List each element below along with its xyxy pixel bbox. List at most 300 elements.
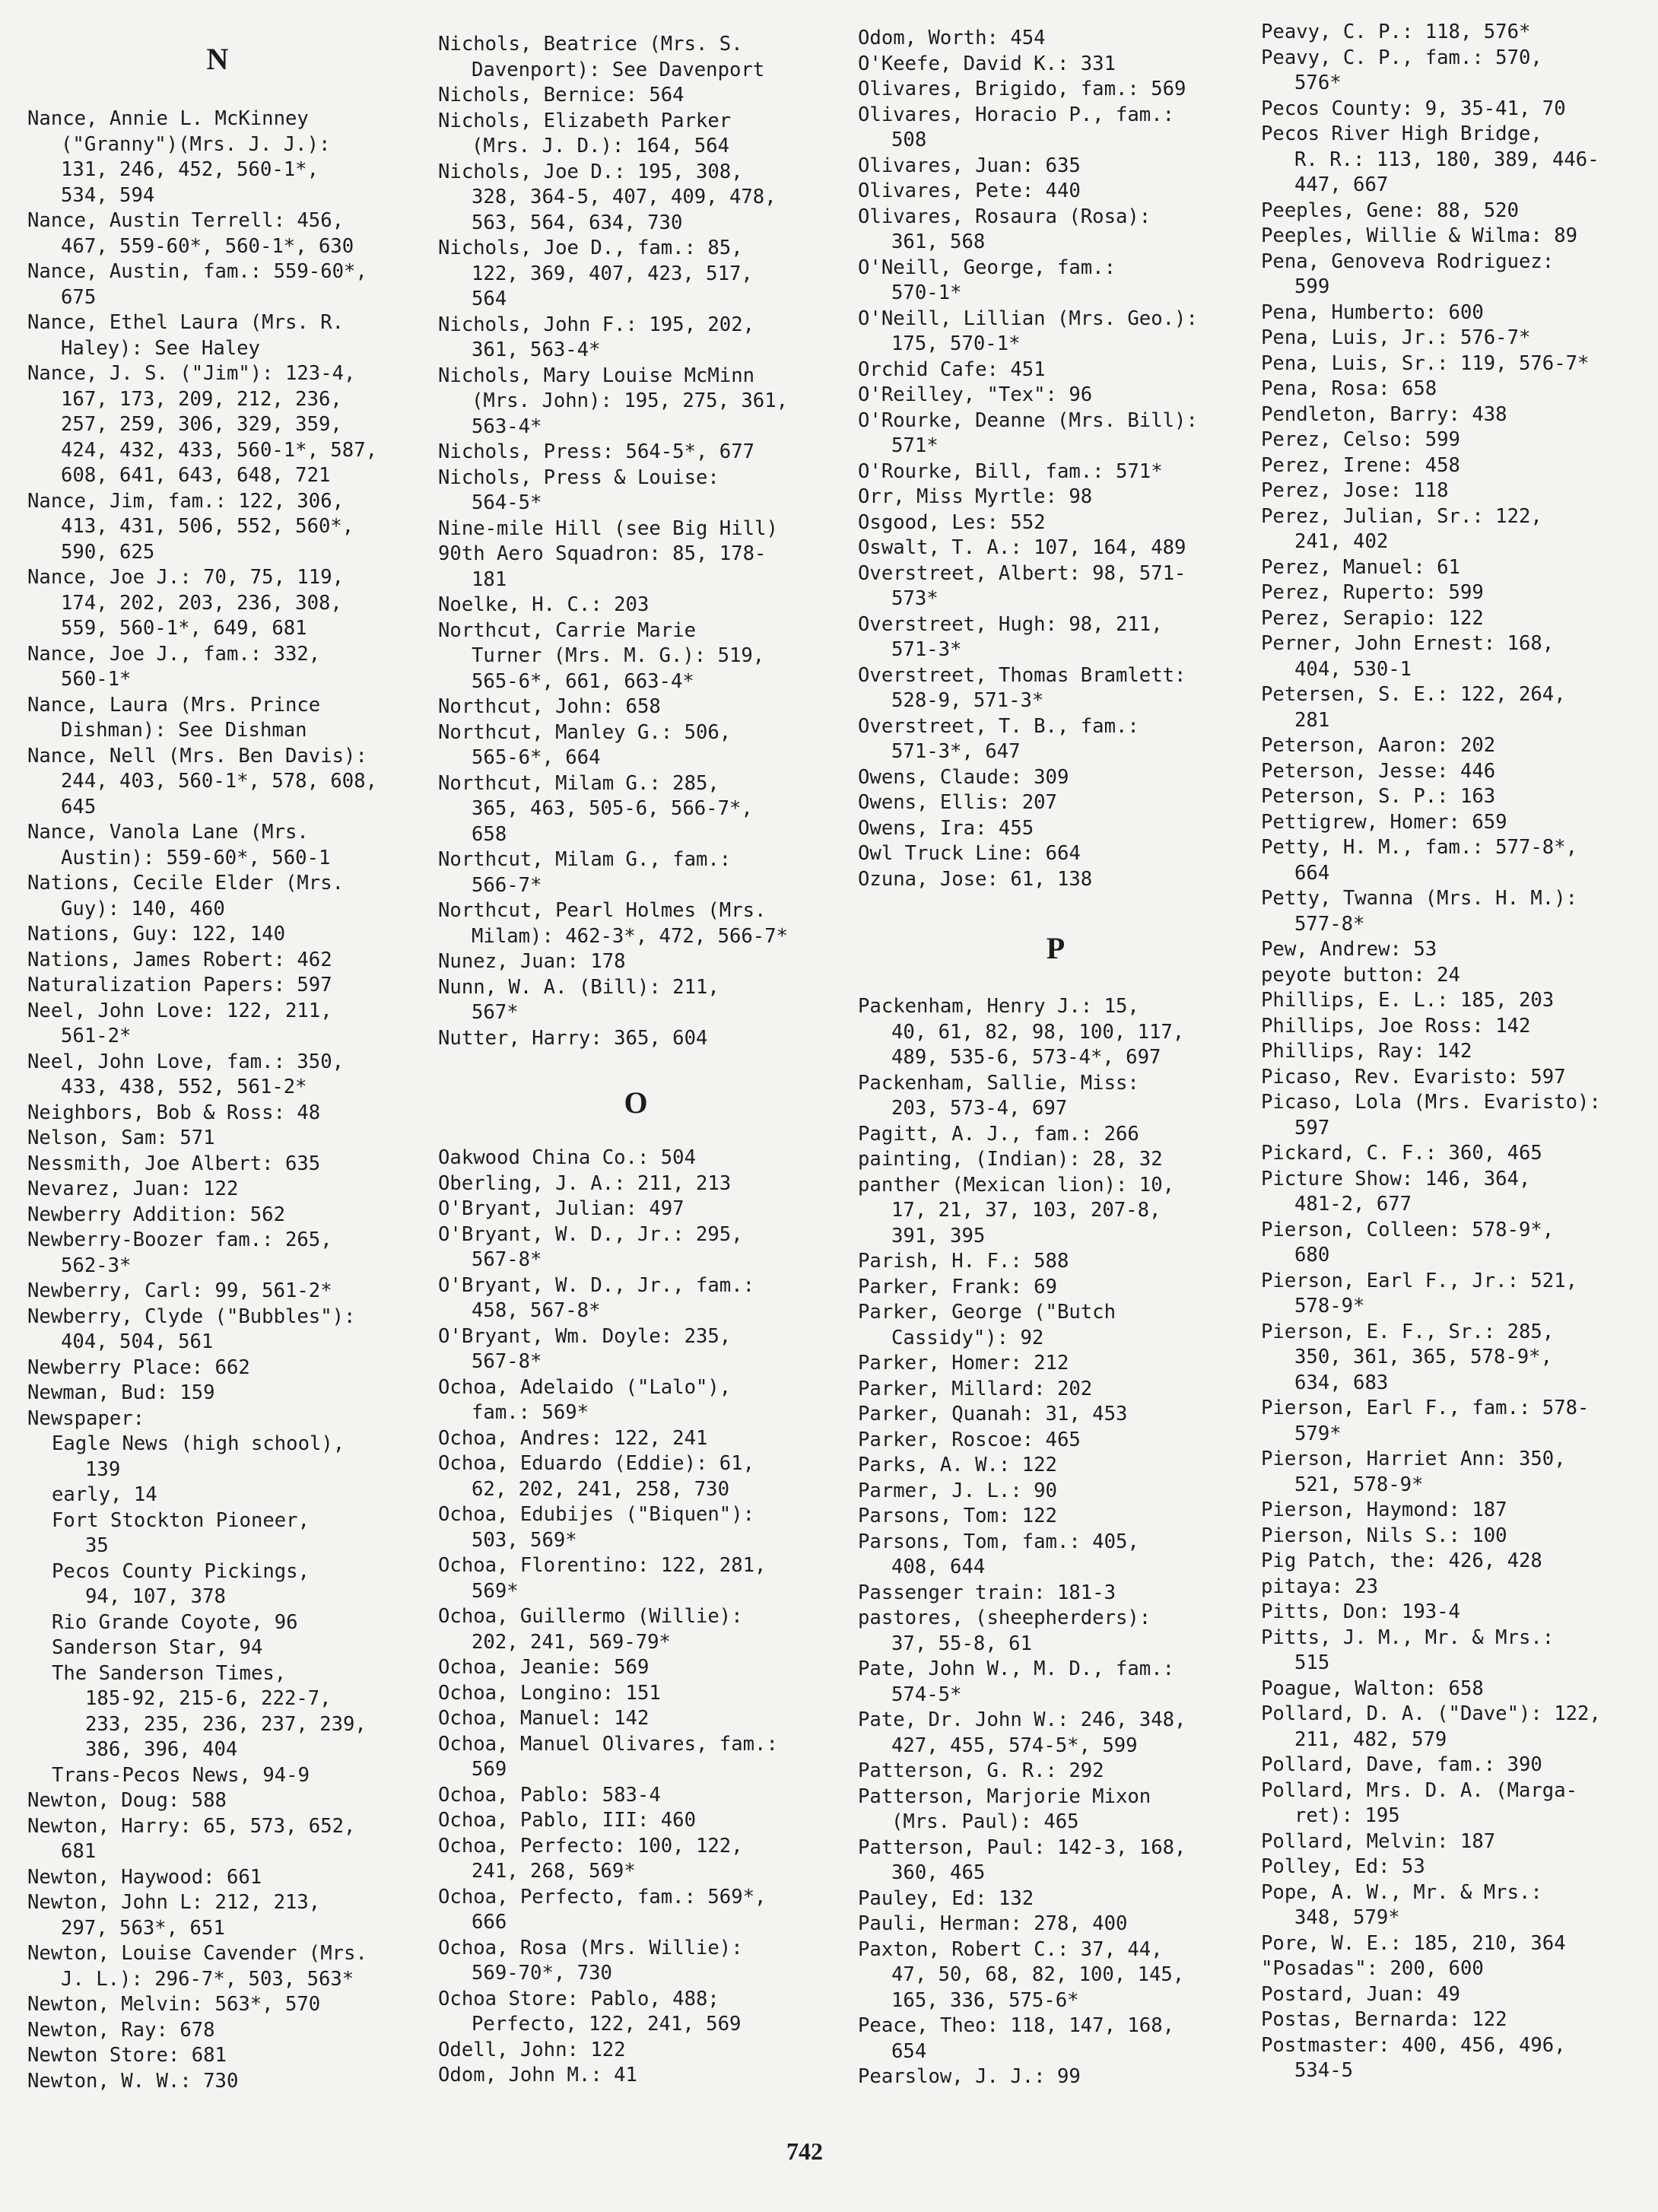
index-entry — [27, 922, 408, 948]
entry-heading: Owens, Ira: 455 — [858, 816, 1034, 840]
entry-heading: Pollard, Dave, fam.: 390 — [1261, 1753, 1542, 1776]
entry-continuation: 391, 395 — [891, 1224, 986, 1247]
entry-heading: Pitts, Don: 193-4 — [1261, 1600, 1460, 1623]
entry-continuation: 680 — [1294, 1244, 1330, 1266]
index-entry — [438, 1451, 834, 1502]
index-entry — [438, 1834, 834, 1885]
entry-heading: Nevarez, Juan: 122 — [27, 1178, 239, 1200]
index-entry — [27, 1355, 408, 1381]
index-entry — [1261, 46, 1656, 97]
index-entry — [1261, 122, 1656, 199]
entry-continuation: J. L.): 296-7*, 503, 563* — [61, 1967, 354, 1991]
entry-continuation: 62, 202, 241, 258, 730 — [472, 1477, 729, 1501]
entry-continuation: 174, 202, 203, 236, 308, — [61, 591, 342, 615]
entry-continuation: Davenport): See Davenport — [472, 58, 765, 81]
entry-heading: Polley, Ed: 53 — [1261, 1855, 1425, 1878]
entry-heading: Perez, Manuel: 61 — [1261, 555, 1460, 579]
entry-heading: Nance, Ethel Laura (Mrs. R. — [27, 311, 345, 334]
entry-heading: Nichols, Bernice: 564 — [438, 84, 684, 106]
index-entry — [438, 1681, 834, 1707]
entry-heading: Newton Store: 681 — [27, 2044, 227, 2067]
index-entry — [1261, 886, 1656, 937]
entry-continuation: 563-4* — [472, 415, 542, 438]
entry-heading: Ochoa, Guillermo (Willie): — [438, 1605, 743, 1628]
entry-heading: Olivares, Rosaura (Rosa): — [858, 205, 1151, 228]
index-entry — [438, 1783, 834, 1809]
entry-continuation: 560-1* — [61, 668, 132, 691]
index-entry — [1261, 199, 1656, 224]
index-entry — [52, 1432, 408, 1483]
index-entry — [438, 466, 834, 516]
index-entry — [1261, 835, 1656, 886]
index-entry — [438, 898, 834, 949]
index-entry — [858, 1122, 1253, 1148]
entry-heading: Northcut, Pearl Holmes (Mrs. — [438, 899, 767, 922]
entry-heading: Owens, Claude: 309 — [858, 765, 1069, 789]
index-entry — [1261, 20, 1656, 46]
entries-n-continued — [438, 32, 834, 1051]
entry-continuation: Guy): 140, 460 — [61, 897, 225, 920]
entry-heading: Pecos River High Bridge, — [1261, 122, 1542, 145]
index-entry — [27, 820, 408, 871]
entry-heading: Newton, Louise Cavender (Mrs. — [27, 1942, 367, 1965]
index-entry — [438, 2038, 834, 2064]
entry-heading: pitaya: 23 — [1261, 1575, 1379, 1598]
index-entry — [438, 236, 834, 313]
index-entry — [27, 1050, 408, 1101]
index-entry — [1261, 1039, 1656, 1065]
entry-continuation: 634, 683 — [1294, 1371, 1389, 1394]
entry-heading: Pecos County Pickings, — [52, 1559, 310, 1583]
index-entry — [27, 489, 408, 566]
entry-continuation: 658 — [472, 822, 507, 846]
entry-heading: Nance, Austin Terrell: 456, — [27, 209, 345, 232]
entry-heading: Newberry, Clyde ("Bubbles"): — [27, 1305, 356, 1328]
entry-heading: Ozuna, Jose: 61, 138 — [858, 867, 1093, 891]
index-entry — [438, 2063, 834, 2089]
entry-heading: O'Neill, George, fam.: — [858, 256, 1116, 279]
entry-continuation: 211, 482, 579 — [1294, 1727, 1447, 1751]
index-entry — [52, 1508, 408, 1559]
entry-continuation: 666 — [472, 1911, 507, 1934]
entry-heading: Pope, A. W., Mr. & Mrs.: — [1261, 1880, 1542, 1904]
entry-continuation: 565-6*, 664 — [472, 746, 601, 769]
index-entry — [858, 1377, 1253, 1403]
entry-heading: Petersen, S. E.: 122, 264, — [1261, 683, 1566, 706]
entry-heading: Northcut, Carrie Marie — [438, 618, 696, 642]
index-entry — [1261, 682, 1656, 733]
index-entry — [438, 1987, 834, 2038]
entry-continuation: 515 — [1294, 1651, 1330, 1674]
entry-heading: Nichols, Press: 564-5*, 677 — [438, 440, 755, 463]
entry-heading: Peeples, Willie & Wilma: 89 — [1261, 224, 1578, 247]
entry-continuation: 599 — [1294, 275, 1330, 298]
entry-continuation: 447, 667 — [1294, 173, 1389, 196]
entry-heading: Owens, Ellis: 207 — [858, 791, 1057, 814]
entry-heading: Pierson, Haymond: 187 — [1261, 1499, 1507, 1521]
index-entry — [27, 1101, 408, 1127]
index-entry — [1261, 377, 1656, 402]
entry-continuation: 561-2* — [61, 1025, 132, 1047]
index-entry — [858, 841, 1253, 867]
entry-heading: Ochoa, Rosa (Mrs. Willie): — [438, 1936, 743, 1959]
entry-continuation: 564 — [472, 288, 507, 310]
index-entry — [27, 1152, 408, 1178]
entry-continuation: 131, 246, 452, 560-1*, — [61, 158, 319, 181]
entry-continuation: 365, 463, 505-6, 566-7*, — [472, 797, 753, 820]
index-entry — [858, 1249, 1253, 1275]
entry-heading: Ochoa, Edubijes ("Biquen"): — [438, 1503, 755, 1526]
index-entry — [438, 1197, 834, 1222]
entry-heading: Parker, George ("Butch — [858, 1301, 1116, 1324]
index-entry — [1261, 606, 1656, 632]
entry-heading: Ochoa, Manuel: 142 — [438, 1707, 650, 1730]
index-entry — [1261, 937, 1656, 963]
index-entry — [27, 208, 408, 259]
entry-continuation: 608, 641, 643, 648, 721 — [61, 464, 331, 487]
entry-heading: Petty, H. M., fam.: 577-8*, — [1261, 836, 1578, 859]
index-entry — [27, 1788, 408, 1814]
index-entry — [27, 973, 408, 999]
entry-heading: Pierson, Colleen: 578-9*, — [1261, 1218, 1555, 1241]
entry-continuation: 424, 432, 433, 560-1*, 587, — [61, 438, 378, 462]
entry-continuation: 579* — [1294, 1422, 1342, 1445]
entry-heading: Ochoa, Eduardo (Eddie): 61, — [438, 1452, 755, 1475]
index-entry — [1261, 1065, 1656, 1091]
entry-continuation: 139 — [85, 1457, 121, 1481]
entry-heading: Northcut, Manley G.: 506, — [438, 720, 732, 744]
entry-continuation: 576* — [1294, 72, 1342, 94]
index-entry — [27, 106, 408, 208]
entry-heading: Nance, Nell (Mrs. Ben Davis): — [27, 744, 367, 768]
entry-heading: Nichols, Elizabeth Parker — [438, 109, 732, 132]
entry-heading: Picaso, Lola (Mrs. Evaristo): — [1261, 1091, 1601, 1114]
entry-continuation: 122, 369, 407, 423, 517, — [472, 262, 753, 285]
index-entry — [438, 1426, 834, 1452]
index-entry — [438, 847, 834, 898]
entry-heading: Passenger train: 181-3 — [858, 1581, 1116, 1604]
entry-heading: Ochoa, Florentino: 122, 281, — [438, 1554, 767, 1577]
index-entry — [1261, 1753, 1656, 1778]
entry-heading: Peeples, Gene: 88, 520 — [1261, 199, 1519, 222]
entry-heading: Peterson, Aaron: 202 — [1261, 734, 1496, 757]
index-entry — [27, 1406, 408, 1432]
entry-continuation: (Mrs. J. D.): 164, 564 — [472, 135, 729, 157]
entry-heading: Phillips, Joe Ross: 142 — [1261, 1014, 1531, 1038]
entry-continuation: 571-3*, 647 — [891, 740, 1021, 763]
index-entry — [438, 1655, 834, 1681]
entry-heading: Parker, Millard: 202 — [858, 1377, 1093, 1400]
entries-n — [27, 106, 408, 1432]
index-entry — [858, 154, 1253, 180]
entry-heading: Neighbors, Bob & Ross: 48 — [27, 1101, 321, 1124]
index-entry — [27, 1381, 408, 1406]
entry-heading: Phillips, E. L.: 185, 203 — [1261, 989, 1555, 1012]
entries-p-continued — [1261, 20, 1656, 2084]
index-entry — [1261, 1854, 1656, 1880]
entry-heading: Nance, Annie L. McKinney — [27, 107, 309, 130]
index-entry — [52, 1763, 408, 1789]
entry-heading: Nance, Jim, fam.: 122, 306, — [27, 489, 345, 513]
entry-heading: Ochoa, Pablo, III: 460 — [438, 1809, 696, 1832]
index-entry — [1261, 1549, 1656, 1575]
index-entry — [858, 561, 1253, 612]
entry-heading: Parks, A. W.: 122 — [858, 1454, 1057, 1476]
entry-continuation: 569-70*, 730 — [472, 1962, 612, 1985]
index-entry — [1261, 1167, 1656, 1218]
entry-heading: Pitts, J. M., Mr. & Mrs.: — [1261, 1626, 1555, 1649]
entry-heading: Newton, Doug: 588 — [27, 1789, 227, 1812]
index-entry — [438, 32, 834, 83]
index-entry — [27, 259, 408, 310]
index-entry — [52, 1661, 408, 1763]
entry-continuation: 181 — [472, 567, 507, 591]
index-entry — [858, 1708, 1253, 1759]
entry-continuation: 244, 403, 560-1*, 578, 608, — [61, 770, 378, 793]
index-entry — [438, 83, 834, 109]
index-entry — [438, 1604, 834, 1655]
entry-continuation: 565-6*, 661, 663-4* — [472, 669, 694, 693]
entry-heading: Pate, Dr. John W.: 246, 348, — [858, 1708, 1186, 1731]
index-entry — [858, 307, 1253, 358]
entry-heading: Parker, Quanah: 31, 453 — [858, 1403, 1128, 1425]
index-entry — [1261, 1141, 1656, 1167]
index-entry — [1261, 351, 1656, 377]
entry-heading: Trans-Pecos News, 94-9 — [52, 1763, 310, 1787]
index-entry — [27, 361, 408, 489]
index-entry — [438, 1026, 834, 1052]
entry-continuation: 571* — [891, 434, 939, 457]
entry-heading: Olivares, Juan: 635 — [858, 154, 1081, 177]
index-entry — [1261, 249, 1656, 300]
index-entry — [27, 1941, 408, 1992]
entry-heading: Pate, John W., M. D., fam.: — [858, 1657, 1175, 1680]
entry-continuation: 328, 364-5, 407, 409, 478, — [472, 186, 777, 208]
entry-continuation: 654 — [891, 2039, 927, 2063]
entry-continuation: 94, 107, 378 — [85, 1585, 226, 1608]
index-entry — [27, 1126, 408, 1152]
entry-heading: Olivares, Brigido, fam.: 569 — [858, 78, 1186, 100]
index-entry — [858, 256, 1253, 307]
entry-continuation: 681 — [61, 1840, 97, 1863]
entry-continuation: Perfecto, 122, 241, 569 — [472, 2013, 742, 2036]
entry-heading: Pena, Genoveva Rodriguez: — [1261, 249, 1555, 273]
entry-continuation: 489, 535-6, 573-4*, 697 — [891, 1046, 1161, 1069]
index-entry — [438, 1885, 834, 1936]
entry-heading: Nations, James Robert: 462 — [27, 948, 332, 971]
column-1 — [27, 0, 408, 2094]
entry-heading: Nichols, John F.: 195, 202, — [438, 313, 755, 336]
entry-heading: Pierson, Harriet Ann: 350, — [1261, 1448, 1566, 1470]
index-entry — [27, 1865, 408, 1891]
entry-heading: Perner, John Ernest: 168, — [1261, 632, 1555, 655]
index-entry — [1261, 97, 1656, 122]
entry-heading: Nichols, Joe D., fam.: 85, — [438, 237, 743, 259]
index-entry — [858, 1428, 1253, 1454]
entry-heading: Odell, John: 122 — [438, 2038, 626, 2061]
entry-heading: Northcut, John: 658 — [438, 695, 661, 718]
index-entry — [1261, 1626, 1656, 1676]
entries-o-continued — [858, 26, 1253, 892]
entry-continuation: 257, 259, 306, 329, 359, — [61, 413, 342, 436]
entry-continuation: 35 — [85, 1534, 109, 1557]
entry-heading: Pollard, Melvin: 187 — [1261, 1829, 1496, 1853]
index-entry — [1261, 1600, 1656, 1626]
entry-continuation: 37, 55-8, 61 — [891, 1632, 1032, 1655]
index-entry — [27, 2018, 408, 2044]
entry-heading: Pore, W. E.: 185, 210, 364 — [1261, 1931, 1566, 1955]
entry-continuation: 458, 567-8* — [472, 1299, 601, 1322]
index-entry — [1261, 1320, 1656, 1397]
index-entry — [438, 1171, 834, 1197]
entry-continuation: 577-8* — [1294, 912, 1365, 936]
index-entry — [27, 999, 408, 1050]
entry-continuation: 570-1* — [891, 281, 962, 304]
entry-heading: Nance, Joe J., fam.: 332, — [27, 642, 321, 666]
entry-heading: Pierson, Nils S.: 100 — [1261, 1524, 1507, 1547]
entry-heading: Petty, Twanna (Mrs. H. M.): — [1261, 887, 1578, 910]
entry-continuation: 567-8* — [472, 1350, 542, 1373]
entry-heading: Naturalization Papers: 597 — [27, 974, 332, 996]
entry-heading: Pierson, E. F., Sr.: 285, — [1261, 1320, 1555, 1343]
index-entry — [52, 1635, 408, 1661]
entry-continuation: 675 — [61, 285, 97, 309]
entry-continuation: 202, 241, 569-79* — [472, 1630, 671, 1654]
index-entry — [27, 948, 408, 974]
entry-heading: Pearslow, J. J.: 99 — [858, 2065, 1081, 2088]
index-entry — [858, 536, 1253, 561]
entry-heading: Nichols, Beatrice (Mrs. S. — [438, 33, 743, 56]
index-entry — [858, 1147, 1253, 1173]
index-entry — [27, 565, 408, 642]
index-entry — [1261, 555, 1656, 581]
entry-heading: Phillips, Ray: 142 — [1261, 1040, 1472, 1063]
entry-heading: Sanderson Star, 94 — [52, 1636, 263, 1659]
index-entry — [1261, 963, 1656, 989]
entry-continuation: 360, 465 — [891, 1861, 986, 1884]
entry-heading: Nance, J. S. ("Jim"): 123-4, — [27, 362, 356, 385]
entry-continuation: 297, 563*, 651 — [61, 1916, 225, 1940]
index-entry — [1261, 1524, 1656, 1549]
index-entry — [858, 1504, 1253, 1530]
entry-heading: Pendleton, Barry: 438 — [1261, 402, 1507, 426]
index-entry — [438, 1273, 834, 1324]
entry-heading: early, 14 — [52, 1483, 157, 1506]
index-entry — [52, 1559, 408, 1610]
entry-heading: Nutter, Harry: 365, 604 — [438, 1026, 708, 1050]
entry-heading: Ochoa, Andres: 122, 241 — [438, 1426, 708, 1450]
index-entry — [858, 714, 1253, 765]
index-entry — [858, 2013, 1253, 2064]
index-entry — [438, 593, 834, 618]
entry-heading: Oswalt, T. A.: 107, 164, 489 — [858, 536, 1186, 559]
entry-continuation: 185-92, 215-6, 222-7, — [85, 1687, 332, 1710]
entry-heading: Olivares, Horacio P., fam.: — [858, 103, 1175, 126]
page-number: 742 — [786, 2137, 823, 2165]
entry-heading: Nance, Austin, fam.: 559-60*, — [27, 260, 367, 283]
entry-heading: Newton, Melvin: 563*, 570 — [27, 1993, 321, 2016]
index-entry — [438, 949, 834, 975]
index-entry — [1261, 224, 1656, 249]
entry-heading: Pickard, C. F.: 360, 465 — [1261, 1142, 1542, 1165]
entry-heading: Nunez, Juan: 178 — [438, 950, 626, 973]
entry-heading: Ochoa, Perfecto: 100, 122, — [438, 1834, 743, 1858]
entry-heading: O'Bryant, W. D., Jr.: 295, — [438, 1222, 743, 1246]
entry-heading: Peterson, Jesse: 446 — [1261, 759, 1496, 783]
entry-heading: Patterson, Paul: 142-3, 168, — [858, 1835, 1186, 1859]
index-entry — [438, 771, 834, 848]
entry-continuation: 47, 50, 68, 82, 100, 145, — [891, 1963, 1185, 1986]
entry-heading: Ochoa, Perfecto, fam.: 569*, — [438, 1885, 767, 1908]
entry-heading: Ochoa, Longino: 151 — [438, 1681, 661, 1705]
entry-continuation: 361, 568 — [891, 230, 986, 253]
index-entry — [858, 1453, 1253, 1479]
entry-heading: Perez, Ruperto: 599 — [1261, 581, 1484, 604]
entry-heading: Parker, Roscoe: 465 — [858, 1428, 1081, 1451]
entry-heading: O'Bryant, Julian: 497 — [438, 1197, 684, 1220]
index-entry — [858, 663, 1253, 714]
index-entry — [438, 1324, 834, 1375]
index-entry — [1261, 1829, 1656, 1855]
entry-heading: Ochoa, Jeanie: 569 — [438, 1656, 650, 1679]
entry-heading: Perez, Irene: 458 — [1261, 453, 1460, 477]
index-entry — [858, 77, 1253, 103]
index-entry — [27, 1992, 408, 2018]
index-entry — [27, 2043, 408, 2069]
index-entry — [858, 358, 1253, 383]
entry-heading: Orr, Miss Myrtle: 98 — [858, 485, 1093, 508]
index-entry — [1261, 478, 1656, 504]
entry-heading: "Posadas": 200, 600 — [1261, 1957, 1484, 1980]
entry-heading: Pena, Humberto: 600 — [1261, 300, 1484, 324]
entry-continuation: Cassidy"): 92 — [891, 1326, 1044, 1349]
entry-continuation: 481-2, 677 — [1294, 1193, 1412, 1216]
entry-heading: Perez, Julian, Sr.: 122, — [1261, 504, 1542, 528]
entry-heading: Nichols, Mary Louise McMinn — [438, 364, 755, 387]
entry-heading: Overstreet, Albert: 98, 571- — [858, 561, 1186, 585]
entry-heading: Newberry Addition: 562 — [27, 1203, 285, 1226]
entry-heading: O'Keefe, David K.: 331 — [858, 52, 1116, 75]
entry-heading: Newton, Harry: 65, 573, 652, — [27, 1814, 356, 1838]
index-entry — [438, 440, 834, 466]
entry-continuation: 566-7* — [472, 873, 542, 897]
entry-heading: O'Bryant, Wm. Doyle: 235, — [438, 1324, 732, 1348]
index-entry — [438, 618, 834, 695]
entry-heading: Owl Truck Line: 664 — [858, 842, 1081, 865]
entry-continuation: 573* — [891, 587, 939, 610]
entry-continuation: 567* — [472, 1001, 519, 1024]
entry-heading: O'Reilley, "Tex": 96 — [858, 383, 1093, 406]
index-entry — [1261, 1447, 1656, 1498]
entry-heading: Pagitt, A. J., fam.: 266 — [858, 1122, 1139, 1146]
index-entry — [438, 1146, 834, 1171]
index-entry — [438, 542, 834, 593]
index-entry — [27, 693, 408, 744]
entry-continuation: 233, 235, 236, 237, 239, — [85, 1712, 367, 1736]
entry-continuation: Haley): See Haley — [61, 336, 260, 360]
entry-continuation: 467, 559-60*, 560-1*, 630 — [61, 234, 354, 258]
column-4 — [1261, 20, 1656, 2084]
index-entry — [858, 1759, 1253, 1785]
index-entry — [1261, 784, 1656, 810]
entry-continuation: 521, 578-9* — [1294, 1473, 1424, 1496]
entry-heading: Newberry-Boozer fam.: 265, — [27, 1228, 332, 1251]
index-entry — [1261, 1498, 1656, 1524]
entry-heading: Pew, Andrew: 53 — [1261, 938, 1437, 961]
entry-continuation: Turner (Mrs. M. G.): 519, — [472, 644, 765, 667]
index-entry — [27, 2069, 408, 2095]
index-entry — [858, 26, 1253, 52]
